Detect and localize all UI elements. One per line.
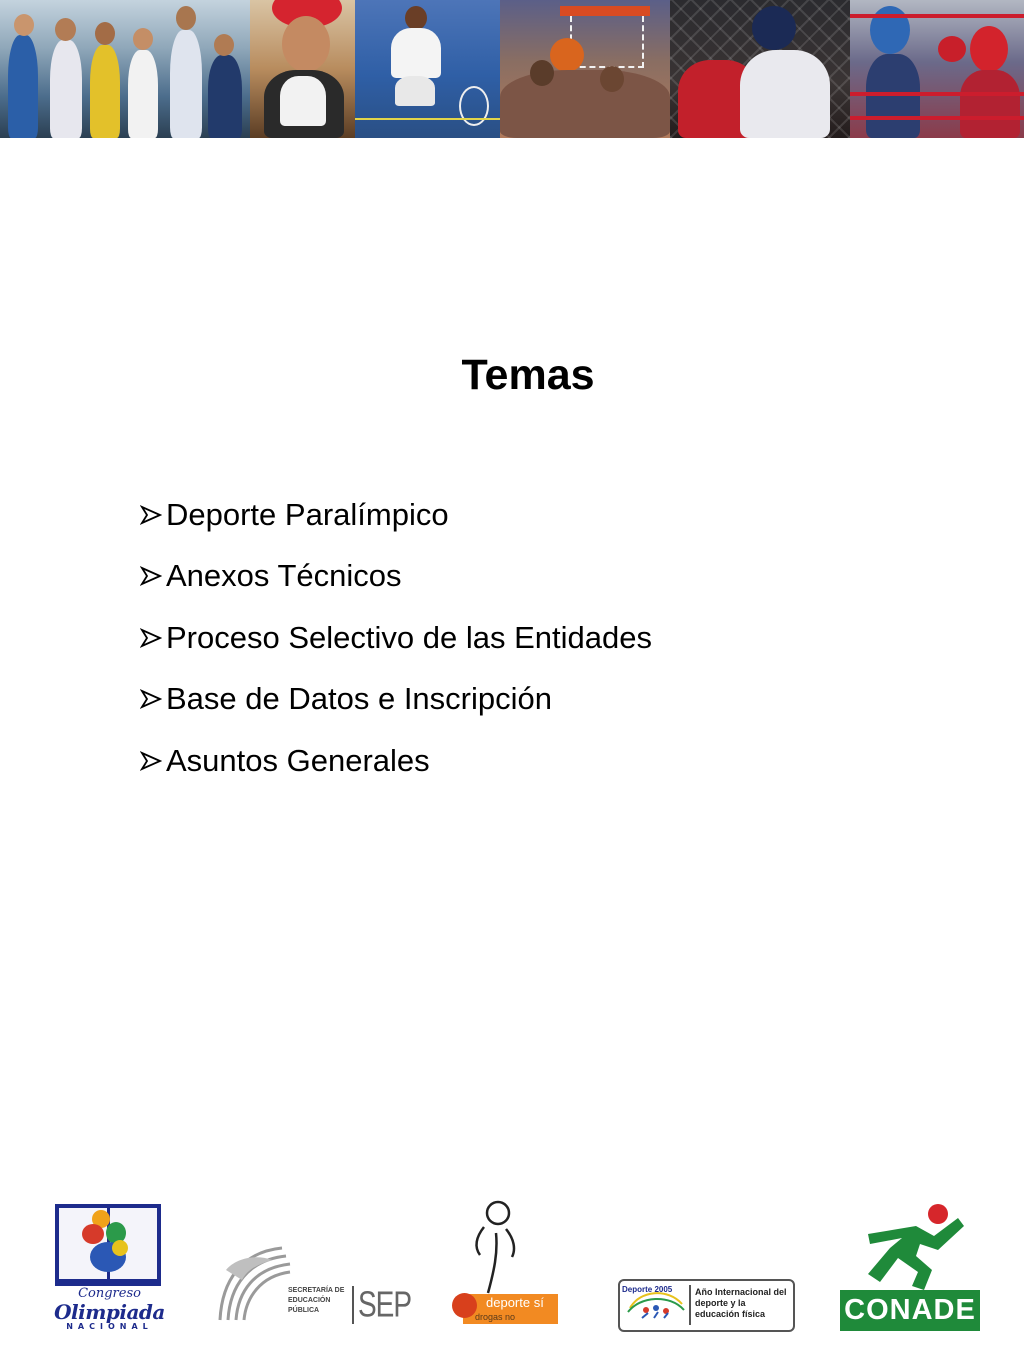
badminton-photo xyxy=(355,0,500,138)
list-item xyxy=(140,607,652,669)
track-photo xyxy=(0,0,250,138)
list-item xyxy=(140,546,652,608)
list-item xyxy=(140,484,652,546)
topic-label: Asuntos Generales xyxy=(166,742,430,778)
sep-logo xyxy=(212,1230,412,1330)
sep-name: SECRETARÍA DE EDUCACIÓN PÚBLICA xyxy=(288,1287,345,1314)
arrow-bullet-icon xyxy=(140,683,166,715)
fencing-photo xyxy=(670,0,850,138)
topic-label: Deporte Paralímpico xyxy=(166,496,449,532)
stick-figure-icon xyxy=(458,1197,528,1297)
deporte-si-text: deporte sí xyxy=(486,1295,544,1310)
boxing-photo xyxy=(850,0,1024,138)
chess-photo xyxy=(250,0,355,138)
drogas-no-text: drogas no xyxy=(475,1312,516,1322)
ball-icon xyxy=(452,1293,477,1318)
congreso-line2: Olimpiada xyxy=(54,1300,165,1324)
slide-title: Temas xyxy=(461,351,595,399)
runner-icon xyxy=(858,1200,968,1292)
conade-name: CONADE xyxy=(844,1294,976,1326)
sep-mark: SEP xyxy=(358,1284,412,1325)
topic-label: Anexos Técnicos xyxy=(166,558,402,594)
congreso-line3: NACIONAL xyxy=(66,1322,153,1331)
basketball-photo xyxy=(500,0,670,138)
anio-internacional-logo xyxy=(618,1279,795,1332)
arrow-bullet-icon xyxy=(140,622,166,654)
list-item xyxy=(140,669,652,731)
topic-list xyxy=(140,484,652,792)
congreso-olimpiada-logo xyxy=(52,1200,167,1335)
arrow-bullet-icon xyxy=(140,560,166,592)
topic-label: Proceso Selectivo de las Entidades xyxy=(166,619,652,655)
deporte-si-drogas-no-logo xyxy=(448,1197,560,1329)
arrow-bullet-icon xyxy=(140,745,166,777)
conade-logo xyxy=(840,1200,980,1332)
deporte-2005-badge: Deporte 2005 xyxy=(622,1285,673,1294)
congreso-line1: Congreso xyxy=(78,1286,141,1301)
anio-text: Año Internacional del deporte y la educación física xyxy=(695,1287,787,1319)
topic-label: Base de Datos e Inscripción xyxy=(166,681,552,717)
arrow-bullet-icon xyxy=(140,499,166,531)
header-photo-banner xyxy=(0,0,1024,138)
eagle-emblem-icon xyxy=(212,1240,292,1325)
list-item xyxy=(140,730,652,792)
